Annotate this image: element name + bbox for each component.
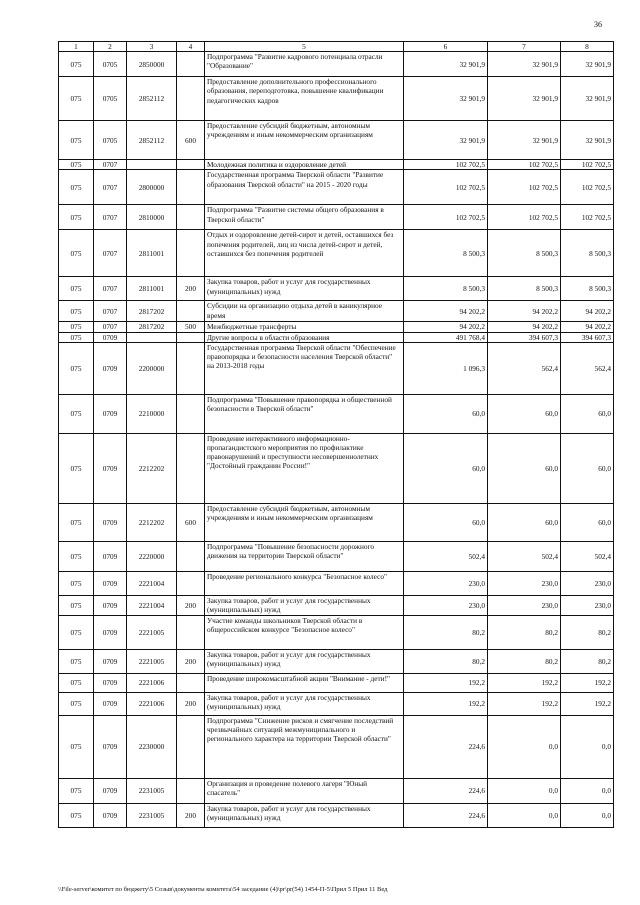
target-code-cell: 2212202 <box>127 503 177 541</box>
amount-cell-2: 80,2 <box>488 649 561 673</box>
section-code-cell: 0709 <box>94 649 127 673</box>
amount-cell-2: 94 202,2 <box>488 322 561 332</box>
amount-cell-2: 32 901,9 <box>488 77 561 121</box>
section-code-cell: 0707 <box>94 322 127 332</box>
column-header: 5 <box>205 42 404 52</box>
section-code-cell: 0709 <box>94 541 127 571</box>
amount-cell-3: 192,2 <box>561 692 614 715</box>
amount-cell-1: 224,6 <box>404 803 488 827</box>
table-row <box>59 332 614 342</box>
amount-cell-1: 192,2 <box>404 692 488 715</box>
amount-cell-3: 0,0 <box>561 715 614 778</box>
target-code-cell: 2811001 <box>127 277 177 301</box>
table-row <box>59 230 614 277</box>
item-name-cell: Участие команды школьников Тверской области в общероссийском конкурсе "Безопасное колесо" <box>205 615 404 649</box>
section-code-cell: 0709 <box>94 503 127 541</box>
amount-cell-3: 0,0 <box>561 778 614 803</box>
expense-type-cell <box>177 541 205 571</box>
item-name-cell: Молодежная политика и оздоровление детей <box>205 160 404 170</box>
amount-cell-3: 192,2 <box>561 673 614 692</box>
amount-cell-3: 8 500,3 <box>561 230 614 277</box>
expense-type-cell <box>177 230 205 277</box>
expense-type-cell: 200 <box>177 649 205 673</box>
item-name-cell: Проведение регионального конкурса "Безопасное колесо" <box>205 571 404 595</box>
amount-cell-2: 0,0 <box>488 715 561 778</box>
table-row <box>59 170 614 205</box>
kbk-code-cell: 075 <box>59 615 94 649</box>
amount-cell-1: 1 096,3 <box>404 342 488 394</box>
expense-type-cell: 200 <box>177 692 205 715</box>
amount-cell-1: 192,2 <box>404 673 488 692</box>
target-code-cell: 2221004 <box>127 595 177 615</box>
amount-cell-3: 60,0 <box>561 394 614 433</box>
expense-type-cell: 200 <box>177 595 205 615</box>
kbk-code-cell: 075 <box>59 778 94 803</box>
table-row <box>59 394 614 433</box>
kbk-code-cell: 075 <box>59 595 94 615</box>
section-code-cell: 0705 <box>94 77 127 121</box>
amount-cell-2: 60,0 <box>488 503 561 541</box>
table-row <box>59 301 614 322</box>
amount-cell-1: 60,0 <box>404 433 488 503</box>
amount-cell-2: 192,2 <box>488 692 561 715</box>
amount-cell-3: 102 702,5 <box>561 170 614 205</box>
target-code-cell: 2220000 <box>127 541 177 571</box>
amount-cell-1: 80,2 <box>404 615 488 649</box>
target-code-cell: 2212202 <box>127 433 177 503</box>
amount-cell-3: 80,2 <box>561 615 614 649</box>
item-name-cell: Предоставление субсидий бюджетным, автономным учреждениям и иным некоммерческим организациям <box>205 503 404 541</box>
expense-type-cell: 600 <box>177 121 205 160</box>
section-code-cell: 0705 <box>94 121 127 160</box>
item-name-cell: Отдых и оздоровление детей-сирот и детей, оставшихся без попечения родителей, лиц из числа детей-сирот и детей, оставшихся без попечения родителей <box>205 230 404 277</box>
expense-type-cell <box>177 778 205 803</box>
target-code-cell: 2221004 <box>127 571 177 595</box>
expense-type-cell <box>177 170 205 205</box>
amount-cell-3: 0,0 <box>561 803 614 827</box>
amount-cell-1: 102 702,5 <box>404 205 488 230</box>
amount-cell-2: 230,0 <box>488 595 561 615</box>
amount-cell-3: 230,0 <box>561 595 614 615</box>
item-name-cell: Закупка товаров, работ и услуг для государственных (муниципальных) нужд <box>205 803 404 827</box>
expense-type-cell <box>177 715 205 778</box>
section-code-cell: 0709 <box>94 692 127 715</box>
amount-cell-2: 94 202,2 <box>488 301 561 322</box>
kbk-code-cell: 075 <box>59 121 94 160</box>
target-code-cell: 2210000 <box>127 394 177 433</box>
target-code-cell: 2850000 <box>127 52 177 77</box>
amount-cell-3: 32 901,9 <box>561 121 614 160</box>
amount-cell-3: 562,4 <box>561 342 614 394</box>
target-code-cell: 2221006 <box>127 673 177 692</box>
target-code-cell <box>127 332 177 342</box>
target-code-cell: 2817202 <box>127 301 177 322</box>
item-name-cell: Закупка товаров, работ и услуг для государственных (муниципальных) нужд <box>205 595 404 615</box>
item-name-cell: Подпрограмма "Развитие кадрового потенциала отрасли "Образование" <box>205 52 404 77</box>
target-code-cell: 2231005 <box>127 803 177 827</box>
table-row <box>59 433 614 503</box>
amount-cell-1: 80,2 <box>404 649 488 673</box>
expense-type-cell <box>177 52 205 77</box>
section-code-cell: 0709 <box>94 342 127 394</box>
section-code-cell: 0709 <box>94 595 127 615</box>
table-row <box>59 205 614 230</box>
kbk-code-cell: 075 <box>59 332 94 342</box>
item-name-cell: Закупка товаров, работ и услуг для государственных (муниципальных) нужд <box>205 692 404 715</box>
column-header: 2 <box>94 42 127 52</box>
section-code-cell: 0709 <box>94 332 127 342</box>
amount-cell-1: 32 901,9 <box>404 52 488 77</box>
item-name-cell: Государственная программа Тверской области "Развитие образования Тверской области" на 2015 - 2020 годы <box>205 170 404 205</box>
kbk-code-cell: 075 <box>59 394 94 433</box>
section-code-cell: 0709 <box>94 394 127 433</box>
expense-type-cell <box>177 342 205 394</box>
amount-cell-1: 224,6 <box>404 715 488 778</box>
amount-cell-1: 230,0 <box>404 571 488 595</box>
table-row <box>59 571 614 595</box>
target-code-cell: 2221006 <box>127 692 177 715</box>
item-name-cell: Подпрограмма "Повышение правопорядка и общественной безопасности в Тверской области" <box>205 394 404 433</box>
table-row <box>59 322 614 332</box>
kbk-code-cell: 075 <box>59 673 94 692</box>
kbk-code-cell: 075 <box>59 301 94 322</box>
amount-cell-2: 502,4 <box>488 541 561 571</box>
expense-type-cell: 200 <box>177 277 205 301</box>
item-name-cell: Проведение интерактивного информационно-пропагандистского мероприятия по профилактике правонарушений и преступности несовершеннолетних "Достойный гражданин России!" <box>205 433 404 503</box>
table-row <box>59 615 614 649</box>
item-name-cell: Межбюджетные трансферты <box>205 322 404 332</box>
amount-cell-3: 94 202,2 <box>561 322 614 332</box>
expense-type-cell <box>177 394 205 433</box>
target-code-cell: 2852112 <box>127 77 177 121</box>
section-code-cell: 0707 <box>94 230 127 277</box>
kbk-code-cell: 075 <box>59 170 94 205</box>
column-header: 4 <box>177 42 205 52</box>
amount-cell-3: 32 901,9 <box>561 77 614 121</box>
budget-table <box>58 41 614 828</box>
kbk-code-cell: 075 <box>59 715 94 778</box>
item-name-cell: Государственная программа Тверской области "Обеспечение правопорядка и безопасности населения Тверской области" на 2013-2018 годы <box>205 342 404 394</box>
amount-cell-2: 102 702,5 <box>488 160 561 170</box>
expense-type-cell: 500 <box>177 322 205 332</box>
table-row <box>59 121 614 160</box>
expense-type-cell <box>177 332 205 342</box>
expense-type-cell <box>177 205 205 230</box>
kbk-code-cell: 075 <box>59 649 94 673</box>
table-row <box>59 160 614 170</box>
amount-cell-1: 60,0 <box>404 503 488 541</box>
amount-cell-1: 8 500,3 <box>404 230 488 277</box>
target-code-cell: 2811001 <box>127 230 177 277</box>
expense-type-cell: 200 <box>177 803 205 827</box>
target-code-cell <box>127 160 177 170</box>
table-row <box>59 649 614 673</box>
amount-cell-3: 60,0 <box>561 433 614 503</box>
amount-cell-2: 32 901,9 <box>488 121 561 160</box>
expense-type-cell <box>177 77 205 121</box>
amount-cell-2: 102 702,5 <box>488 170 561 205</box>
table-row <box>59 692 614 715</box>
table-row <box>59 595 614 615</box>
target-code-cell: 2852112 <box>127 121 177 160</box>
expense-type-cell <box>177 571 205 595</box>
item-name-cell: Подпрограмма "Развитие системы общего образования в Тверской области" <box>205 205 404 230</box>
amount-cell-1: 502,4 <box>404 541 488 571</box>
kbk-code-cell: 075 <box>59 205 94 230</box>
expense-type-cell <box>177 673 205 692</box>
amount-cell-3: 394 607,3 <box>561 332 614 342</box>
section-code-cell: 0707 <box>94 277 127 301</box>
expense-type-cell <box>177 160 205 170</box>
table-row <box>59 77 614 121</box>
kbk-code-cell: 075 <box>59 692 94 715</box>
amount-cell-3: 8 500,3 <box>561 277 614 301</box>
table-row <box>59 673 614 692</box>
amount-cell-3: 32 901,9 <box>561 52 614 77</box>
table-row <box>59 541 614 571</box>
expense-type-cell: 600 <box>177 503 205 541</box>
kbk-code-cell: 075 <box>59 803 94 827</box>
amount-cell-3: 230,0 <box>561 571 614 595</box>
kbk-code-cell: 075 <box>59 342 94 394</box>
table-row <box>59 715 614 778</box>
item-name-cell: Предоставление дополнительного профессионального образования, переподготовка, повышение квалификации педагогических кадров <box>205 77 404 121</box>
section-code-cell: 0709 <box>94 571 127 595</box>
kbk-code-cell: 075 <box>59 433 94 503</box>
target-code-cell: 2230000 <box>127 715 177 778</box>
kbk-code-cell: 075 <box>59 541 94 571</box>
target-code-cell: 2221005 <box>127 649 177 673</box>
amount-cell-1: 102 702,5 <box>404 160 488 170</box>
amount-cell-2: 32 901,9 <box>488 52 561 77</box>
target-code-cell: 2810000 <box>127 205 177 230</box>
amount-cell-2: 60,0 <box>488 433 561 503</box>
item-name-cell: Закупка товаров, работ и услуг для государственных (муниципальных) нужд <box>205 277 404 301</box>
amount-cell-1: 94 202,2 <box>404 301 488 322</box>
column-header: 6 <box>404 42 488 52</box>
amount-cell-1: 102 702,5 <box>404 170 488 205</box>
column-header: 3 <box>127 42 177 52</box>
table-row <box>59 342 614 394</box>
item-name-cell: Организация и проведение полевого лагеря "Юный спасатель" <box>205 778 404 803</box>
header-row <box>59 42 614 52</box>
table-row <box>59 52 614 77</box>
amount-cell-1: 94 202,2 <box>404 322 488 332</box>
column-header: 8 <box>561 42 614 52</box>
amount-cell-2: 8 500,3 <box>488 277 561 301</box>
target-code-cell: 2800000 <box>127 170 177 205</box>
expense-type-cell <box>177 615 205 649</box>
amount-cell-2: 102 702,5 <box>488 205 561 230</box>
kbk-code-cell: 075 <box>59 52 94 77</box>
amount-cell-1: 32 901,9 <box>404 77 488 121</box>
kbk-code-cell: 075 <box>59 503 94 541</box>
section-code-cell: 0707 <box>94 205 127 230</box>
amount-cell-3: 502,4 <box>561 541 614 571</box>
section-code-cell: 0709 <box>94 715 127 778</box>
amount-cell-2: 192,2 <box>488 673 561 692</box>
amount-cell-2: 60,0 <box>488 394 561 433</box>
amount-cell-2: 0,0 <box>488 778 561 803</box>
page-number: 36 <box>594 20 602 29</box>
amount-cell-1: 32 901,9 <box>404 121 488 160</box>
amount-cell-3: 102 702,5 <box>561 160 614 170</box>
section-code-cell: 0709 <box>94 433 127 503</box>
amount-cell-3: 94 202,2 <box>561 301 614 322</box>
table-row <box>59 778 614 803</box>
kbk-code-cell: 075 <box>59 160 94 170</box>
item-name-cell: Другие вопросы в области образования <box>205 332 404 342</box>
section-code-cell: 0709 <box>94 615 127 649</box>
section-code-cell: 0705 <box>94 52 127 77</box>
table-row <box>59 503 614 541</box>
amount-cell-1: 224,6 <box>404 778 488 803</box>
kbk-code-cell: 075 <box>59 571 94 595</box>
table-row <box>59 803 614 827</box>
kbk-code-cell: 075 <box>59 77 94 121</box>
item-name-cell: Подпрограмма "Повышение безопасности дорожного движения на территории Тверской области" <box>205 541 404 571</box>
column-header: 1 <box>59 42 94 52</box>
item-name-cell: Подпрограмма "Снижение рисков и смягчение последствий чрезвычайных ситуаций межмуниципального и регионального характера на территории Тверской области" <box>205 715 404 778</box>
footer-file-path: \\File-server\комитет по бюджету\5 Созыв\документы комитета\54 заседание (4)\pr\pr(54) 1454-П-5\Прил 5 Прил 11 Вед <box>58 886 388 893</box>
column-header: 7 <box>488 42 561 52</box>
amount-cell-3: 60,0 <box>561 503 614 541</box>
kbk-code-cell: 075 <box>59 322 94 332</box>
amount-cell-1: 60,0 <box>404 394 488 433</box>
section-code-cell: 0709 <box>94 778 127 803</box>
section-code-cell: 0709 <box>94 673 127 692</box>
section-code-cell: 0707 <box>94 301 127 322</box>
amount-cell-1: 8 500,3 <box>404 277 488 301</box>
amount-cell-3: 80,2 <box>561 649 614 673</box>
target-code-cell: 2200000 <box>127 342 177 394</box>
kbk-code-cell: 075 <box>59 230 94 277</box>
amount-cell-2: 230,0 <box>488 571 561 595</box>
target-code-cell: 2221005 <box>127 615 177 649</box>
item-name-cell: Предоставление субсидий бюджетным, автономным учреждениям и иным некоммерческим организациям <box>205 121 404 160</box>
kbk-code-cell: 075 <box>59 277 94 301</box>
target-code-cell: 2231005 <box>127 778 177 803</box>
expense-type-cell <box>177 301 205 322</box>
expense-type-cell <box>177 433 205 503</box>
amount-cell-3: 102 702,5 <box>561 205 614 230</box>
amount-cell-2: 8 500,3 <box>488 230 561 277</box>
amount-cell-1: 491 768,4 <box>404 332 488 342</box>
amount-cell-1: 230,0 <box>404 595 488 615</box>
item-name-cell: Проведение широкомасштабной акции "Внимание - дети!" <box>205 673 404 692</box>
item-name-cell: Субсидии на организацию отдыха детей в каникулярное время <box>205 301 404 322</box>
section-code-cell: 0707 <box>94 170 127 205</box>
section-code-cell: 0707 <box>94 160 127 170</box>
amount-cell-2: 80,2 <box>488 615 561 649</box>
table-row <box>59 277 614 301</box>
target-code-cell: 2817202 <box>127 322 177 332</box>
amount-cell-2: 0,0 <box>488 803 561 827</box>
amount-cell-2: 394 607,3 <box>488 332 561 342</box>
section-code-cell: 0709 <box>94 803 127 827</box>
amount-cell-2: 562,4 <box>488 342 561 394</box>
item-name-cell: Закупка товаров, работ и услуг для государственных (муниципальных) нужд <box>205 649 404 673</box>
